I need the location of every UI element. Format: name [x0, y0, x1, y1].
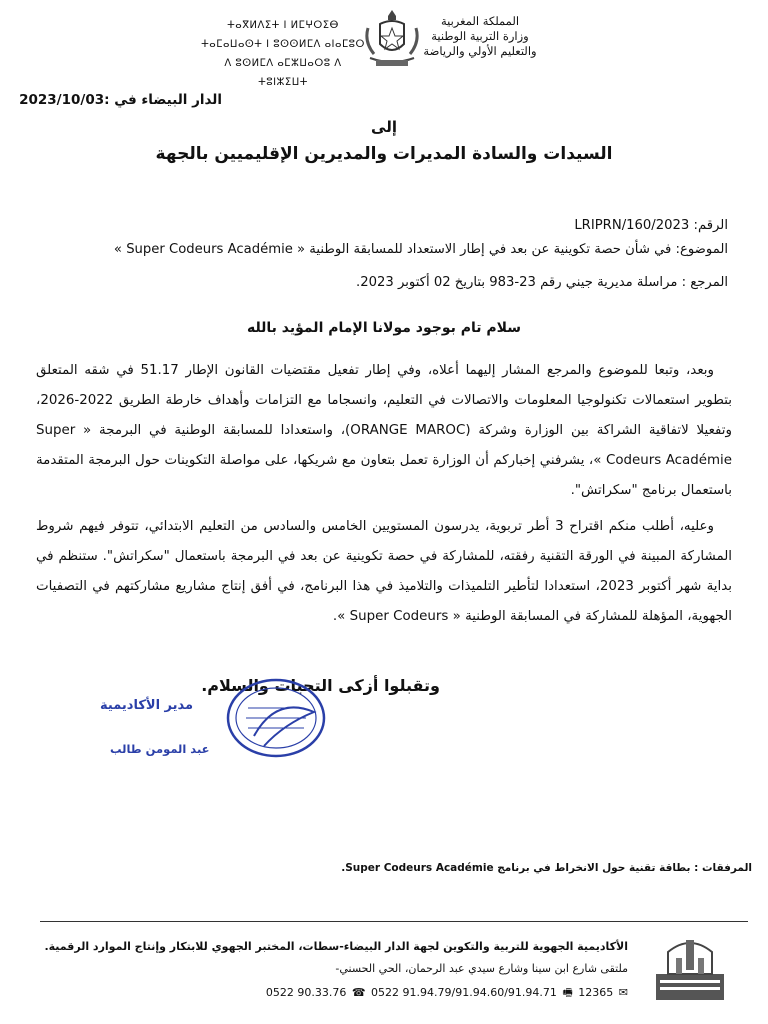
to-title: إلى	[371, 118, 397, 136]
letterhead-line: المملكة المغربية	[440, 14, 520, 28]
addressee: السيدات والسادة المديرات والمديرين الإقليميين بالجهة	[155, 144, 613, 164]
place-date: الدار البيضاء في :2023/10/03	[19, 92, 222, 108]
body-paragraph: وبعد، وتبعا للموضوع والمرجع المشار إليهما أعلاه، وفي إطار تفعيل مقتضيات القانون الإطار 51.17 في شقه المتعلق بتطوير استعمالات تكنولوجيا المعلومات والاتصالات في التعليم، وانسجاما مع التزامات وأهداف خارطة الطريق 2022-2026، وتفعيلا لاتفاقية الشراكة بين الوزارة وشركة (ORANGE MAROC)، واستعدادا للمسابقة الوطنية في البرمجة « Super Codeurs Académie »، يشرفني إخباركم أن الوزارة تعمل بتعاون مع شريكها، على مواصلة التكوينات حول البرمجة المتقدمة باستعمال برنامج "سكراتش".	[36, 363, 732, 498]
footer-contacts	[70, 984, 630, 1003]
signatory-name: عبد المومن طالب	[110, 742, 210, 756]
coat-of-arms-icon	[360, 6, 424, 72]
letterhead-tifinagh	[198, 16, 368, 92]
reference-letter: المرجع : مراسلة مديرية جيني رقم 23-983 بتاريخ 02 أكتوبر 2023.	[355, 275, 728, 290]
letterhead-line: ⵜⴰⴳⵍⴷⵉⵜ ⵏ ⵍⵎⵖⵔⵉⴱ	[227, 20, 339, 31]
greeting: سلام تام بوجود مولانا الإمام المؤيد بالله	[246, 320, 522, 336]
footer-institution: الأكاديمية الجهوية للتربية والتكوين لجهة الدار البيضاء-سطات، المختبر الجهوي للابتكار وإنتاج الموارد الرقمية.	[44, 940, 628, 953]
official-stamp-icon	[224, 676, 328, 760]
footer-address: ملتقى شارع ابن سينا وشارع سيدي عبد الرحمان، الحي الحسني-	[335, 962, 628, 975]
reference-number: الرقم: LRIPRN/160/2023	[574, 218, 728, 233]
letterhead-line: ⴷ ⵓⵙⵍⵎⴷ ⴰⵎⵣⵡⴰⵔⵓ ⴷ ⵜⵓⵏⵣⵉⵡⵜ	[224, 58, 342, 88]
phone-number: 0522 90.33.76	[265, 986, 347, 999]
letterhead-line: ⵜⴰⵎⴰⵡⴰⵙⵜ ⵏ ⵓⵙⵙⵍⵎⴷ ⴰⵏⴰⵎⵓⵔ	[201, 39, 365, 50]
subject-line: الموضوع: في شأن حصة تكوينية عن بعد في إطار الاستعداد للمسابقة الوطنية « Super Codeurs Académie »	[113, 242, 728, 257]
body-paragraph: وعليه، أطلب منكم اقتراح 3 أطر تربوية، يدرسون المستويين الخامس والسادس من التعليم الابتدائي، تتوفر فيهم شروط المشاركة المبينة في الورقة التقنية رفقته، للمشاركة في حصة تكوينية عن بعد في البرمجة باستعمال "سكراتش". ستنظم في بداية شهر أكتوبر 2023، استعدادا لتأطير التلميذات والتلاميذ في هذا البرنامج، في أفق إنتاج مشاريع مشاركتهم في التصفيات الجهوية، المؤهلة للمشاركة في المسابقة الوطنية « Super Codeurs ».	[36, 519, 732, 624]
letterhead-line: والتعليم الأولي والرياضة	[423, 44, 537, 58]
signatory-title: مدير الأكاديمية	[100, 698, 194, 713]
letterhead-arabic	[420, 14, 540, 59]
footer-divider	[40, 921, 748, 922]
postal-code: 12365	[578, 986, 614, 999]
mailbox-icon: ✉	[618, 986, 628, 999]
closing-line: وتقبلوا أزكى التحيات والسلام.	[201, 676, 440, 695]
academy-logo-icon	[650, 930, 730, 1006]
letter-body	[36, 356, 732, 638]
fax-icon: 🖷	[562, 986, 573, 999]
letterhead-line: وزارة التربية الوطنية	[431, 29, 529, 43]
phone-icon: ☎	[351, 986, 366, 999]
fax-number: 0522 91.94.79/91.94.60/91.94.71	[371, 986, 557, 999]
attachments-line: المرفقات : بطاقة تقنية حول الانخراط في برنامج Super Codeurs Académie.	[341, 862, 752, 874]
